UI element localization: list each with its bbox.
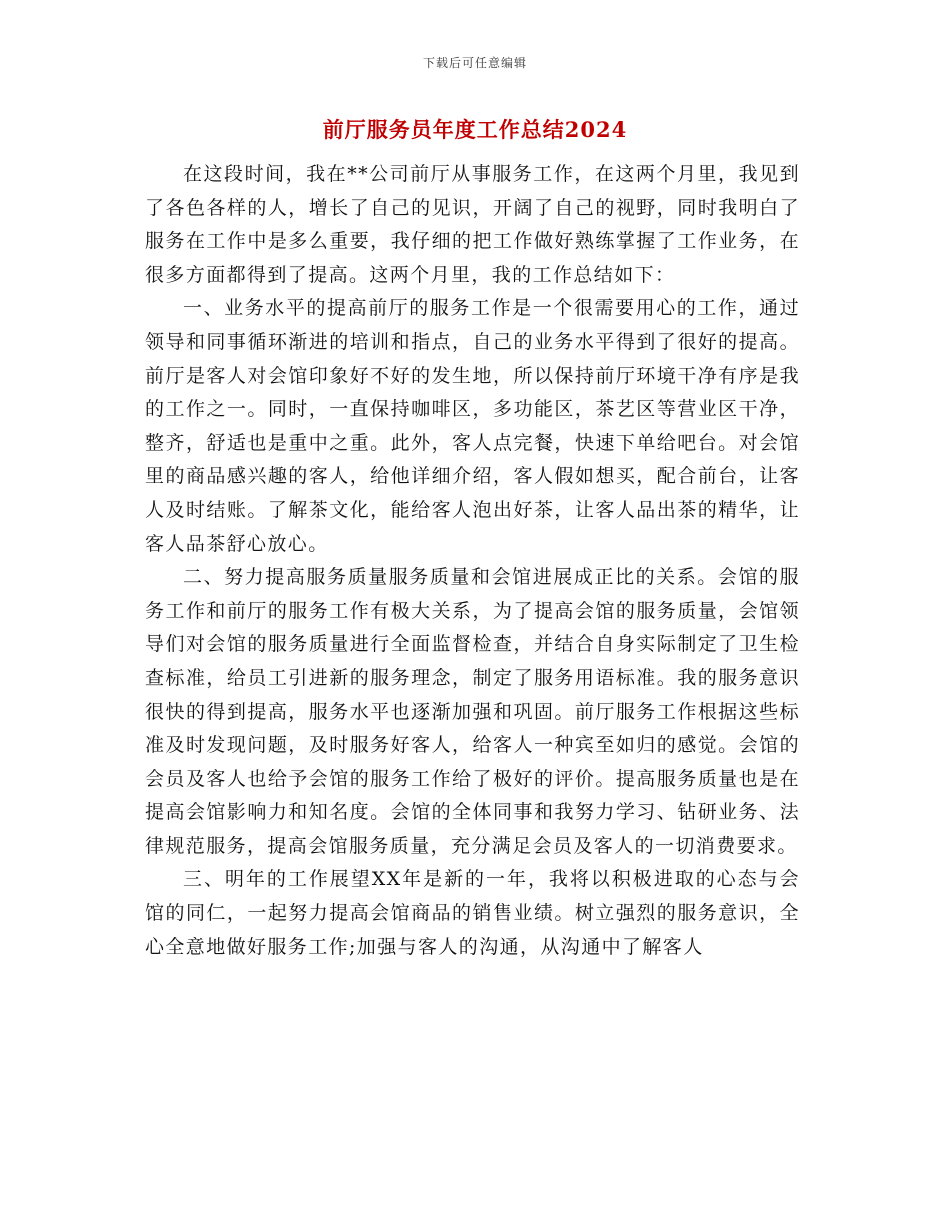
paragraph-intro: 在这段时间，我在**公司前厅从事服务工作，在这两个月里，我见到了各色各样的人，增长了自己的见识，开阔了自己的视野，同时我明白了服务在工作中是多么重要，我仔细的把工作做好熟练掌握了工作业务，在很多方面都得到了提高。这两个月里，我的工作总结如下： [145, 163, 800, 286]
paragraph-section-1: 一、业务水平的提高前厅的服务工作是一个很需要用心的工作，通过领导和同事循环渐进的培训和指点，自己的业务水平得到了很好的提高。前厅是客人对会馆印象好不好的发生地，所以保持前厅环境干净有序是我的工作之一。同时，一直保持咖啡区，多功能区，茶艺区等营业区干净，整齐，舒适也是重中之重。此外，客人点完餐，快速下单给吧台。对会馆里的商品感兴趣的客人，给他详细介绍，客人假如想买，配合前台，让客人及时结账。了解茶文化，能给客人泡出好茶，让客人品出茶的精华，让客人品茶舒心放心。 [145, 297, 800, 555]
document-title: 前厅服务员年度工作总结2024 [322, 117, 628, 142]
paragraph-section-3: 三、明年的工作展望XX年是新的一年，我将以积极进取的心态与会馆的同仁，一起努力提高会馆商品的销售业绩。树立强烈的服务意识，全心全意地做好服务工作;加强与客人的沟通，从沟通中了解客人 [145, 868, 800, 958]
header-note: 下载后可任意编辑 [422, 56, 527, 70]
paragraph-section-2: 二、努力提高服务质量服务质量和会馆进展成正比的关系。会馆的服务工作和前厅的服务工作有极大关系，为了提高会馆的服务质量，会馆领导们对会馆的服务质量进行全面监督检查，并结合自身实际制定了卫生检查标准，给员工引进新的服务理念，制定了服务用语标准。我的服务意识很快的得到提高，服务水平也逐渐加强和巩固。前厅服务工作根据这些标准及时发现问题，及时服务好客人，给客人一种宾至如归的感觉。会馆的会员及客人也给予会馆的服务工作给了极好的评价。提高服务质量也是在提高会馆影响力和知名度。会馆的全体同事和我努力学习、钻研业务、法律规范服务，提高会馆服务质量，充分满足会员及客人的一切消费要求。 [145, 566, 800, 857]
document-body [145, 158, 800, 964]
